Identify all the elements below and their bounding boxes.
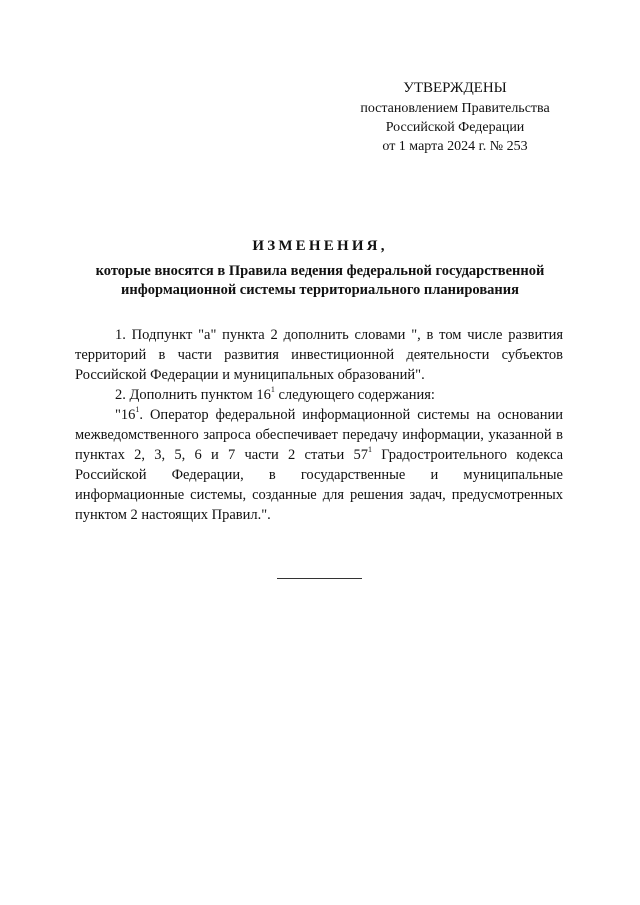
approval-line-government: Российской Федерации: [385, 120, 525, 135]
item-2-text-start: 2. Дополнить пунктом 16: [115, 387, 271, 403]
amendment-quote: [75, 405, 563, 525]
approval-heading: УТВЕРЖДЕНЫ: [403, 80, 507, 96]
amendment-item-2: [75, 385, 563, 405]
amendment-item-1: 1. Подпункт "а" пункта 2 дополнить словами ", в том числе развития территорий в части развития инвестиционной деятельности субъектов Российской Федерации и муниципальных образований".: [75, 327, 563, 383]
quote-superscript-2: 1: [367, 445, 372, 455]
document-title: ИЗМЕНЕНИЯ,: [252, 238, 388, 254]
quote-superscript-1: 1: [135, 405, 140, 415]
document-body: [75, 325, 563, 525]
closing-divider-line: [277, 578, 362, 579]
approval-line-decree: постановлением Правительства: [360, 101, 550, 116]
item-2-superscript: 1: [270, 385, 275, 395]
document-subtitle: которые вносятся в Правила ведения федеральной государственной информационной системы территориального планирования: [95, 263, 545, 298]
quote-text-middle: . Оператор федеральной информационной системы на основании межведомственного запроса обеспечивает передачу информации, указанной в пунктах 2, 3, 5, 6 и 7 части 2 статьи 57: [75, 407, 563, 463]
quote-text-start: "16: [115, 407, 136, 423]
approval-block: [350, 78, 560, 156]
item-2-text-end: следующего содержания:: [274, 387, 435, 403]
approval-line-date-number: от 1 марта 2024 г. № 253: [382, 139, 528, 154]
quote-text-end: Градостроительного кодекса Российской Федерации, в государственные и муниципальные информационные системы, созданные для решения задач, предусмотренных пунктом 2 настоящих Правил.".: [75, 447, 563, 523]
